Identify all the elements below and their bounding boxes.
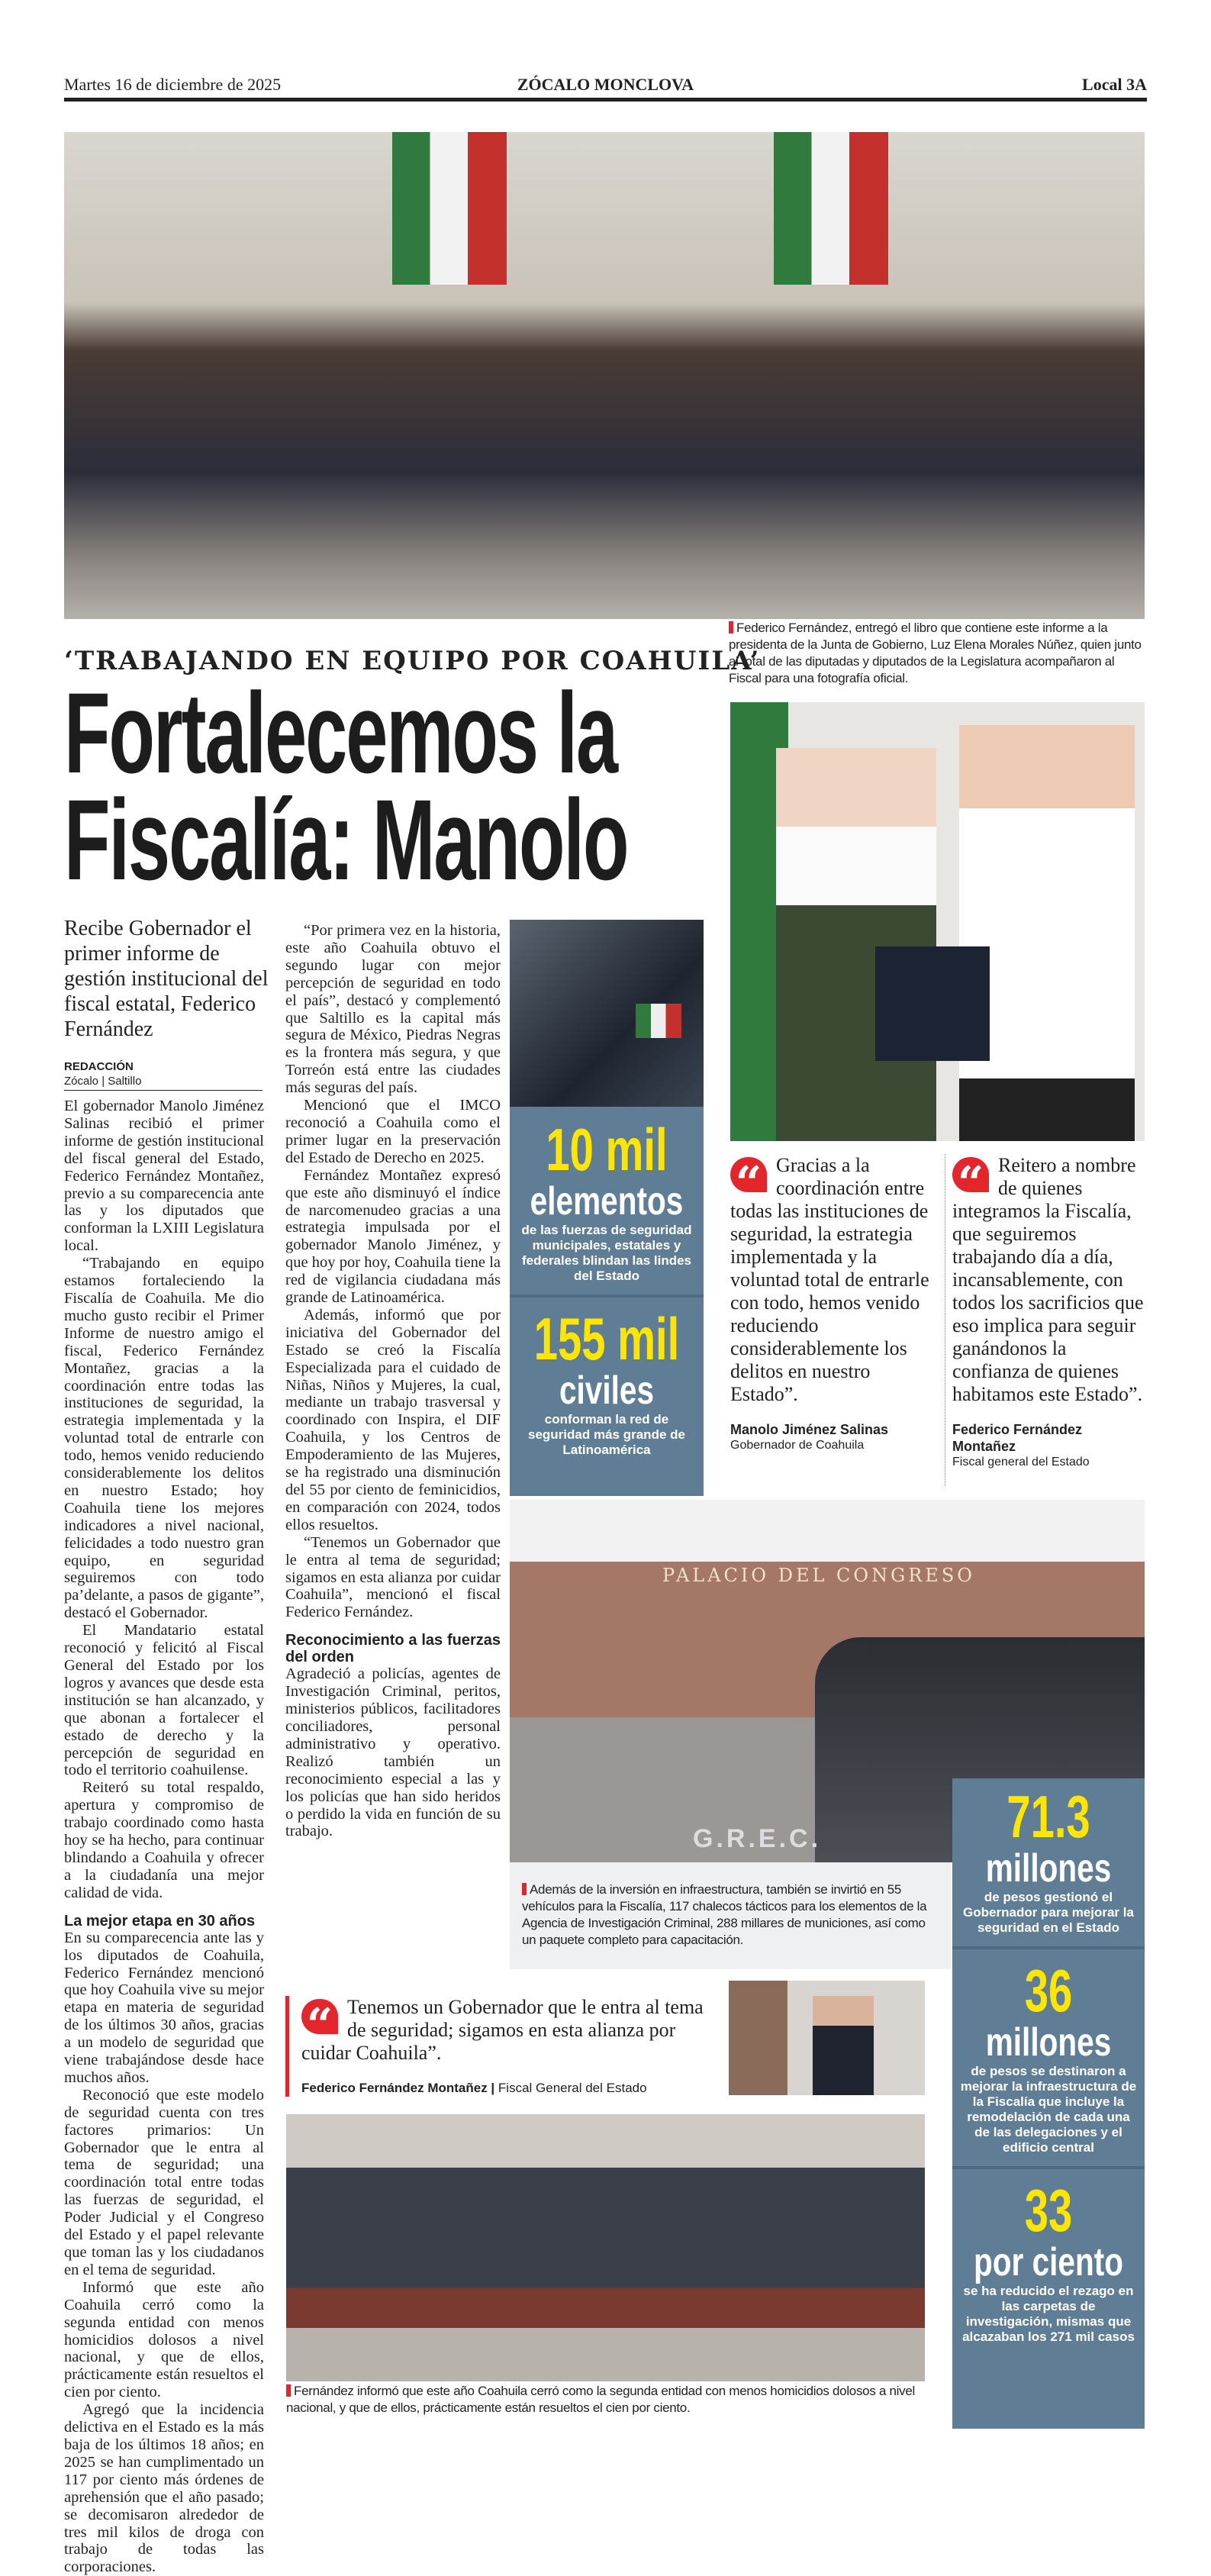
newspaper-name: ZÓCALO MONCLOVA (517, 75, 694, 94)
fiscal-podium-photo (729, 1981, 925, 2095)
paragraph: Agradeció a policías, agentes de Investigación Criminal, peritos, ministerios públicos, facilitadores conciliadores, personal administrativo y operativo. Realizó también un reconocimiento especial a las y los policías que han sido heridos o perdido la vida en función de su trabajo. (285, 1665, 501, 1840)
stat-description: de pesos se destinaron a mejorar la infraestructura de la Fiscalía que incluye la remodelación de cada una de las delegaciones y el edificio central (960, 2064, 1137, 2155)
paragraph: Reconoció que este modelo de seguridad cuenta con tres factores primarios: Un Gobernador que le entra al tema de seguridad; una coordinación total entre todas las fuerzas de seguridad, el Poder Judicial y el Congreso del Estado y el papel relevante que toman las y los ciudadanos en el tema de seguridad. (64, 2086, 264, 2278)
quote-text: Gracias a la coordinación entre todas las instituciones de seguridad, la estrategia implementada y la voluntad total de entrarle con todo, hemos venido reduciendo considerablemente los delitos en nuestro Estado”. (730, 1154, 929, 1405)
headline-line-1: Fortalecemos la (64, 669, 617, 797)
stat-number: 155 mil (533, 1305, 680, 1372)
paragraph: Fernández Montañez expresó que este año disminuyó el índice de narcomenudeo gracias a una estrategia impulsada por el gobernador Manolo Jiménez, y que hoy por hoy, Coahuila tiene la red de vigilancia ciudadana más grande de Latinoamérica. (285, 1166, 501, 1307)
quote-author: Manolo Jiménez Salinas (730, 1422, 889, 1437)
paragraph: El Mandatario estatal reconoció y felicitó al Fiscal General del Estado por los logros y avances que desde esta institución se han alcanzado, y que abonan a fortalecer el estado de derecho y la percepción de seguridad en todo el territorio coahuilense. (64, 1622, 264, 1779)
paragraph: Reiteró su total respaldo, apertura y compromiso de trabajo coordinado como hasta hoy se ha hecho, para continuar blindando a Coahuila y ofrecer a la ciudadanía una mejor calidad de vida. (64, 1779, 264, 1901)
header-rule (64, 98, 1147, 102)
paragraph: En su comparecencia ante las y los diputados de Coahuila, Federico Fernández mencionó que hoy Coahuila vive su mejor etapa en materia de seguridad de los últimos 30 años, gracias a un modelo de seguridad que viene trabajándose desde hace muchos años. (64, 1929, 264, 2086)
main-photo-caption (729, 620, 1147, 687)
paragraph: El gobernador Manolo Jiménez Salinas recibió el primer informe de gestión institucional del fiscal general del Estado, Federico Fernández Montañez, previo a su comparecencia ante las y los diputados que conforman la LXIII Legislatura local. (64, 1098, 264, 1255)
quote-text: Reitero a nombre de quienes integramos la Fiscalía, que seguiremos trabajando día a día, incansablemente, con todos los sacrificios que eso implica para seguir ganándonos la confianza de quienes habitamos este Estado”. (952, 1154, 1144, 1405)
quote-author-role: Gobernador de Coahuila (730, 1439, 865, 1452)
issue-date: Martes 16 de diciembre de 2025 (64, 75, 282, 94)
quote-icon: “ (730, 1157, 767, 1192)
byline-author: REDACCIÓN (64, 1060, 134, 1073)
paragraph: “Trabajando en equipo estamos fortaleciendo la Fiscalía de Coahuila. Me dio mucho gusto recibir el Primer Informe de nuestro amigo el fiscal, Federico Fernández Montañez, gracias a la coordinación entre todas las instituciones de seguridad, la estrategia implementada y la voluntad total de entrarle con todo, hemos venido reduciendo considerablemente los delitos en nuestro Estado; hoy Coahuila tiene los mejores indicadores a nivel nacional, felicidades a todo nuestro gran equipo, en seguridad seguiremos con todo pa’delante, a pasos de gigante”, destacó el Gobernador. (64, 1255, 264, 1622)
byline-rule (64, 1090, 262, 1091)
stat-number: 71.3 (1006, 1783, 1090, 1850)
stat-description: conforman la red de seguridad más grande de Latinoamérica (528, 1412, 685, 1457)
quote-author-role: Fiscal General del Estado (498, 2081, 647, 2095)
paragraph: “Por primera vez en la historia, este año Coahuila obtuvo el segundo lugar con mejor percepción de seguridad en todo el país”, destacó y complementó que Saltillo es la capital más segura de México, Piedras Negras es la frontera más segura, y que Torreón está entre las ciudades más seguras del país. (285, 922, 501, 1097)
stat-number: 36 (1024, 1957, 1073, 2024)
section-heading: Reconocimiento a las fuerzas del orden (285, 1632, 501, 1666)
mexico-flag-patch (636, 1004, 681, 1038)
bottom-pull-quote (285, 1996, 713, 2097)
building-sign: PALACIO DEL CONGRESO (662, 1565, 975, 1586)
person-governor (776, 748, 936, 1141)
pull-quote-governor (730, 1154, 938, 1453)
governor-fiscal-photo (730, 702, 1145, 1141)
pull-quote-fiscal (952, 1154, 1147, 1470)
legislature-group-photo (64, 132, 1145, 619)
report-book (875, 946, 990, 1061)
caption-text: Además de la inversión en infraestructura, también se invirtió en 55 vehículos para la Fiscalía, 117 chalecos tácticos para los elementos de la Agencia de Investigación Criminal, 288 millares de municiones, así como un paquete completo para capacitación. (522, 1882, 927, 1947)
person-fiscal-speaking (813, 1996, 874, 2095)
quote-attribution: Federico Fernández Montañez | Fiscal General del Estado (301, 2081, 647, 2095)
flag-left (392, 132, 507, 285)
stat-description: de las fuerzas de seguridad municipales, estatales y federales blindan las lindes del Estado (521, 1223, 692, 1283)
stat-unit: millones (985, 1846, 1112, 1891)
stats-box-right (952, 1778, 1145, 2429)
quote-text: Tenemos un Gobernador que le entra al tema de seguridad; sigamos en esta alianza por cuidar Coahuila”. (301, 1996, 704, 2064)
caption-text: Fernández informó que este año Coahuila cerró como la segunda entidad con menos homicidios dolosos a nivel nacional, y que de ellos, prácticamente están resueltos el cien por ciento. (286, 2384, 915, 2415)
stat-unit: elementos (530, 1179, 684, 1224)
quote-author-role: Fiscal general del Estado (952, 1456, 1090, 1469)
person-fiscal (959, 725, 1135, 1141)
quote-icon: “ (952, 1157, 989, 1192)
flag-right (774, 132, 888, 285)
byline (64, 1059, 141, 1088)
stat-description: se ha reducido el rezago en las carpetas de investigación, mismas que alcazaban los 271 mil casos (962, 2284, 1135, 2344)
paragraph: “Tenemos un Gobernador que le entra al tema de seguridad; sigamos en esta alianza por cuidar Coahuila”, mencionó el fiscal Federico Fernández. (285, 1533, 501, 1621)
stats-box-left (510, 1107, 704, 1496)
quote-icon: “ (301, 1999, 338, 2034)
audience-hall-photo (286, 2114, 925, 2381)
stat-number: 10 mil (546, 1116, 668, 1183)
paragraph: Agregó que la incidencia delictiva en el Estado es la más baja de los últimos 18 años; en 2025 se han cumplimentado un 117 por ciento más órdenes de aprehensión que el año pasado; se decomisaron alrededor de tres mil kilos de droga con trabajo de todas las corporaciones. (64, 2401, 264, 2576)
vehicle-label: G.R.E.C. (693, 1824, 822, 1853)
subheadline: Recibe Gobernador el primer informe de gestión institucional del fiscal estatal, Federico Fernández (64, 917, 269, 1041)
stat-unit: millones (985, 2020, 1112, 2065)
stat-description: de pesos gestionó el Gobernador para mejorar la seguridad en el Estado (963, 1890, 1134, 1935)
stat-number: 33 (1024, 2177, 1073, 2244)
kicker: ‘TRABAJANDO EN EQUIPO POR COAHUILA’ (64, 646, 761, 676)
article-column-1 (64, 1098, 264, 2576)
stat-divider (952, 1946, 1145, 1949)
headline-line-2: Fiscalía: Manolo (64, 775, 628, 904)
paragraph: Informó que este año Coahuila cerró como la segunda entidad con menos homicidios dolosos a nivel nacional, y que de ellos, prácticamente están resueltos el cien por ciento. (64, 2278, 264, 2401)
article-column-2 (285, 922, 501, 1840)
stat-divider (952, 2166, 1145, 2169)
stat-divider (510, 1294, 704, 1298)
stat-unit: por ciento (973, 2240, 1124, 2284)
headline (64, 669, 628, 904)
paragraph: Mencionó que el IMCO reconoció a Coahuila como el primer lugar en la preservación del Estado de Derecho en 2025. (285, 1097, 501, 1166)
audience-photo-caption (286, 2383, 927, 2416)
paragraph: Además, informó que por iniciativa del Gobernador del Estado se creó la Fiscalía Especializada para el cuidado de Niñas, Niños y Mujeres, la cual, mediante un trabajo trasversal y coordinado con Inspira, el DIF Coahuila, y los Centros de Empoderamiento de las Mujeres, se ha registrado una disminución del 55 por ciento de feminicidios, en comparación con 2024, todos ellos resueltos. (285, 1306, 501, 1533)
vehicle-photo-caption (510, 1862, 951, 1969)
quote-author: Federico Fernández Montañez (301, 2081, 488, 2095)
byline-place: Zócalo | Saltillo (64, 1075, 142, 1088)
police-uniform-photo (510, 920, 704, 1107)
caption-text: Federico Fernández, entregó el libro que contiene este informe a la presidenta de la Junta de Gobierno, Luz Elena Morales Núñez, quien junto al total de las diputadas y diputados de la Legislatura acompañaron al Fiscal para una fotografía oficial. (729, 621, 1142, 685)
section-heading: La mejor etapa en 30 años (64, 1912, 256, 1930)
quote-author: Federico Fernández Montañez (952, 1422, 1083, 1454)
stat-unit: civiles (559, 1369, 655, 1413)
section-page: Local 3A (1082, 75, 1147, 94)
